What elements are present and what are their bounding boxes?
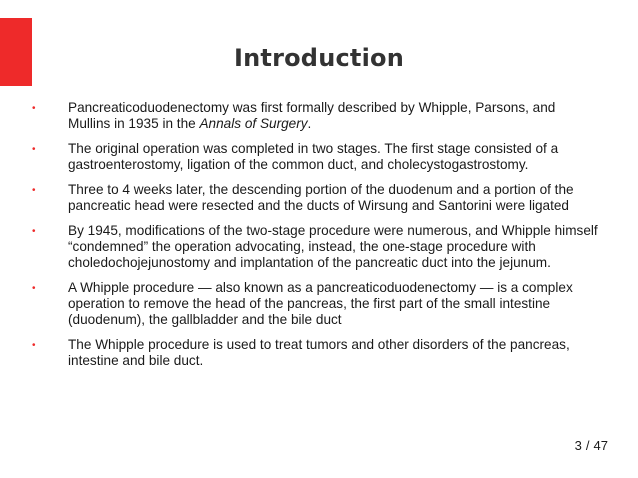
bullet-item <box>0 337 638 369</box>
bullet-text-end: . <box>307 116 312 131</box>
bullet-text: The Whipple procedure is used to treat tumors and other disorders of the pancreas, intestine and bile duct. <box>68 337 570 368</box>
bullet-dot-icon: • <box>32 185 36 196</box>
page-current: 3 <box>574 438 582 453</box>
bullet-text: A Whipple procedure — also known as a pancreaticoduodenectomy — is a complex operation to remove the head of the pancreas, the first part of the small intestine (duodenum), the gallbladder and the bile duct <box>68 280 573 327</box>
bullet-text: Three to 4 weeks later, the descending portion of the duodenum and a portion of the pancreatic head were resected and the ducts of Wirsung and Santorini were ligated <box>68 182 574 213</box>
bullet-text: The original operation was completed in two stages. The first stage consisted of a gastroenterostomy, ligation of the common duct, and cholecystogastrostomy. <box>68 141 559 172</box>
bullet-text: Pancreaticoduodenectomy was first formally described by Whipple, Parsons, and Mullins in 1935 in the <box>68 100 556 131</box>
page-number <box>575 438 608 453</box>
bullet-dot-icon: • <box>32 144 36 155</box>
bullet-item <box>0 141 638 173</box>
bullet-text: By 1945, modifications of the two-stage procedure were numerous, and Whipple himself “condemned” the operation advocating, instead, the one-stage procedure with choledochojejunostomy and implantation of the pancreatic duct into the jejunum. <box>68 223 598 270</box>
journal-title: Annals of Surgery <box>199 116 308 131</box>
bullet-list <box>0 100 638 378</box>
bullet-item <box>0 100 638 132</box>
bullet-item <box>0 223 638 271</box>
bullet-item <box>0 280 638 328</box>
bullet-dot-icon: • <box>32 103 36 114</box>
bullet-item <box>0 182 638 214</box>
bullet-dot-icon: • <box>32 340 36 351</box>
slide-title: Introduction <box>234 44 404 72</box>
page-total: 47 <box>593 438 608 453</box>
bullet-dot-icon: • <box>32 226 36 237</box>
page-separator: / <box>585 438 590 453</box>
bullet-dot-icon: • <box>32 283 36 294</box>
